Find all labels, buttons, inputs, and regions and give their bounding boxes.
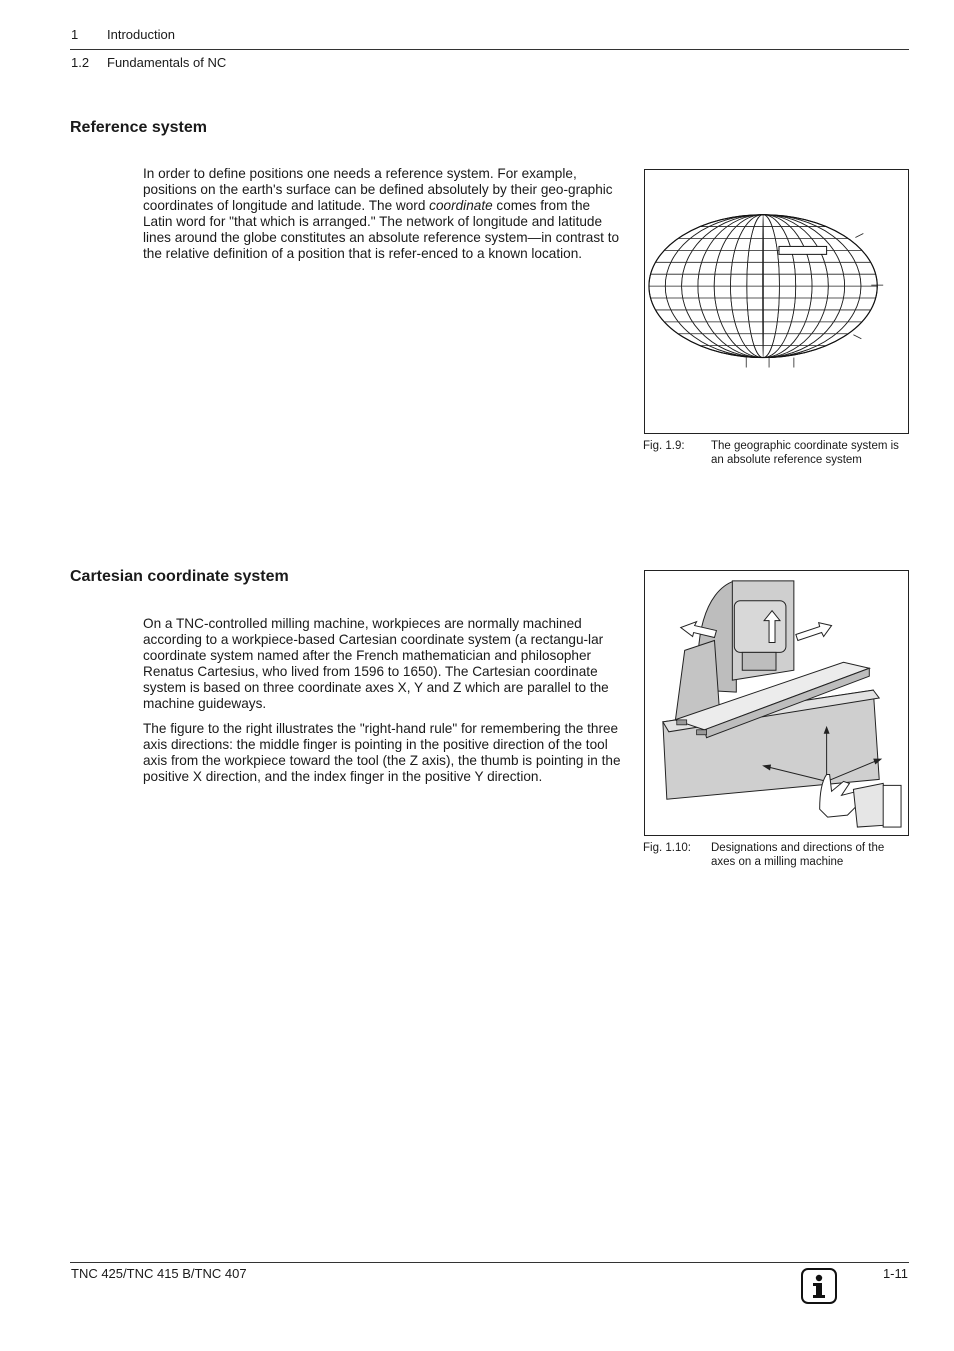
chapter-title: Introduction — [107, 27, 175, 42]
milling-machine-figure — [644, 570, 909, 836]
section-header — [71, 55, 371, 71]
reference-paragraph: In order to define positions one needs a reference system. For example, positions on the earth's surface can be defined absolutely by their geo-graphic coordinates of longitude and latitude. The word coordinate comes from the Latin word for "that which is arranged." The network of longitude and latitude lines around the globe constitutes an absolute reference system—in contrast to the relative definition of a position that is refer-enced to a known location. — [143, 166, 620, 261]
reference-system-heading: Reference system — [70, 119, 207, 136]
figure-caption-text: Designations and directions of the axes on a milling machine — [711, 842, 885, 868]
graticule-tick — [853, 335, 861, 339]
figure-1-9-caption — [643, 439, 913, 469]
cartesian-paragraph-1: On a TNC-controlled milling machine, workpieces are normally machined according to a workpiece-based Cartesian coordinate system (a rectangu-lar coordinate system named after the French mathematician and philosopher Renatus Cartesius, who lived from 1596 to 1650). The Cartesian coordinate system is based on three coordinate axes X, Y and Z which are parallel to the machine guideways. — [143, 616, 609, 711]
cartesian-text — [143, 616, 621, 785]
chapter-number: 1 — [71, 27, 79, 42]
section-title: Fundamentals of NC — [107, 55, 227, 70]
page-number: 1-11 — [882, 1266, 908, 1281]
figure-1-10-caption — [643, 841, 913, 871]
cartesian-paragraph-2: The figure to the right illustrates the "right-hand rule" for remembering the three axis directions: the middle finger is pointing in the positive direction of the tool axis from the workpiece toward the tool (the Z axis), the thumb is pointing in the positive X direction, and the index finger in the positive Y direction. — [143, 721, 621, 784]
globe-illustration — [645, 170, 908, 433]
chapter-header — [71, 27, 371, 43]
cartesian-heading: Cartesian coordinate system — [70, 568, 289, 585]
milling-machine-illustration — [645, 571, 908, 835]
footer-rule — [70, 1262, 909, 1263]
footer-model: TNC 425/TNC 415 B/TNC 407 — [71, 1266, 247, 1281]
info-icon — [801, 1268, 837, 1304]
location-marker — [779, 246, 827, 254]
header-rule — [70, 49, 909, 50]
section-number: 1.2 — [71, 55, 90, 70]
globe-figure — [644, 169, 909, 434]
graticule-tick — [855, 234, 863, 238]
reference-system-text — [143, 166, 621, 262]
coordinate-term: coordinate — [429, 198, 493, 213]
figure-caption-text: The geographic coordinate system is an absolute reference system — [711, 440, 899, 466]
figure-number: Fig. 1.10: — [643, 842, 691, 854]
figure-number: Fig. 1.9: — [643, 440, 685, 452]
